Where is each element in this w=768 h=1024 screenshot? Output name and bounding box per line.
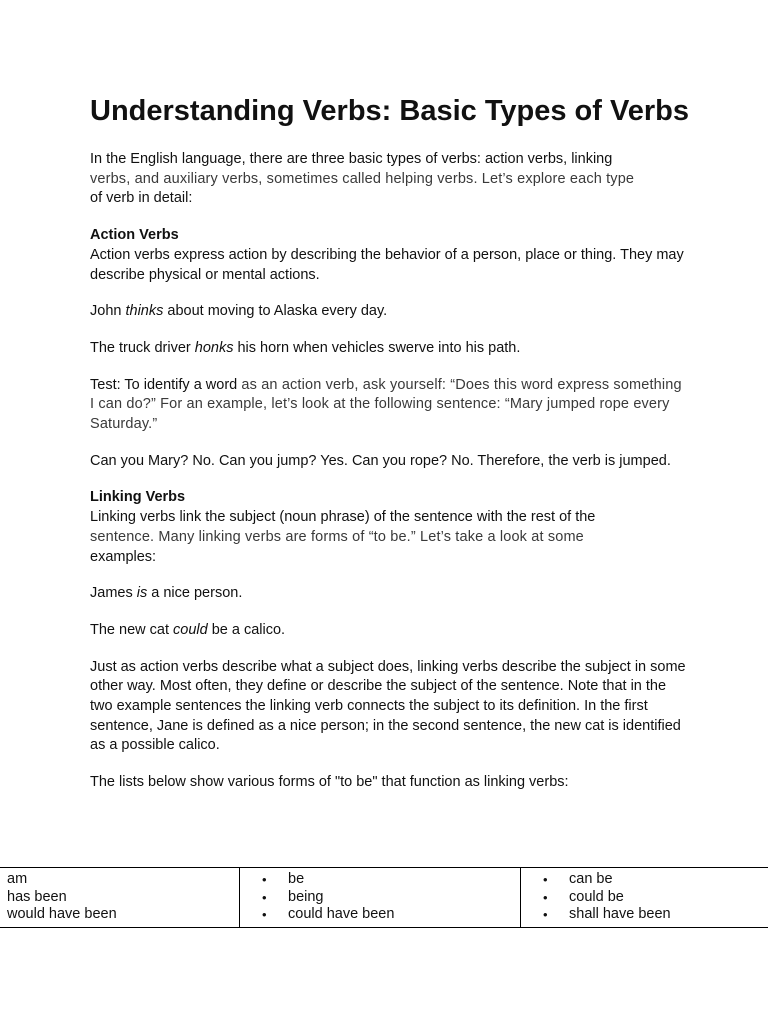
- test-text-rest: as an action verb, ask yourself: “Does this word express something I can do?” For an example, let’s look at the following sentence: “Mary jumped rope every Saturday.”: [90, 376, 682, 433]
- linking-explanation-paragraph: Just as action verbs describe what a subject does, linking verbs describe the subject in some other way. Most often, they define or describe the subject of the sentence. Note that in the two example sentences the linking verb connects the subject to its definition. In the first sentence, Jane is defined as a nice person; in the second sentence, the new cat is identified as a possible calico.: [90, 658, 686, 754]
- list-item: • can be: [543, 871, 768, 889]
- list-item: • could have been: [262, 906, 520, 924]
- action-answer-paragraph: Can you Mary? No. Can you jump? Yes. Can you rope? No. Therefore, the verb is jumped.: [90, 452, 671, 469]
- list-item: would have been: [7, 906, 117, 923]
- action-example-2: [90, 339, 690, 359]
- action-verbs-description: Action verbs express action by describing the behavior of a person, place or thing. They may describe physical or mental actions.: [90, 246, 684, 283]
- example-verb: thinks: [125, 303, 164, 320]
- linking-verbs-heading: Linking Verbs: [90, 489, 186, 506]
- test-text-start: Test: To identify a word: [90, 376, 238, 393]
- table-column-3: [521, 868, 768, 928]
- page-title: Understanding Verbs: Basic Types of Verbs: [90, 95, 689, 127]
- intro-line-1: In the English language, there are three basic types of verbs: action verbs, linking: [90, 151, 613, 167]
- list-item: am: [7, 871, 28, 887]
- list-item: • shall have been: [543, 906, 768, 924]
- intro-line-3: of verb in detail:: [90, 190, 193, 207]
- example-text-pre: The truck driver: [90, 339, 195, 356]
- table-column-2: [240, 868, 521, 928]
- linking-description-line-3: examples:: [90, 548, 157, 565]
- example-verb: could: [173, 621, 208, 638]
- linking-description-line-1: Linking verbs link the subject (noun phrase) of the sentence with the rest of the: [90, 509, 596, 526]
- lists-intro-paragraph: The lists below show various forms of "to be" that function as linking verbs:: [90, 774, 569, 791]
- action-verbs-heading: Action Verbs: [90, 227, 179, 244]
- table-row: [0, 868, 768, 928]
- document-body: [90, 93, 690, 810]
- list-item: has been: [7, 888, 67, 905]
- bullet-list: [240, 871, 520, 924]
- example-text-post: a nice person.: [147, 585, 243, 602]
- linking-verbs-section: [90, 488, 690, 567]
- action-verbs-section: [90, 226, 690, 285]
- intro-paragraph: [90, 150, 690, 209]
- example-text-post: be a calico.: [207, 621, 286, 638]
- list-item: • could be: [543, 889, 768, 907]
- linking-description-line-2: sentence. Many linking verbs are forms of “to be.” Let’s take a look at some: [90, 528, 584, 545]
- example-text-pre: John: [90, 303, 126, 320]
- linking-example-2: [90, 621, 690, 641]
- list-item: • being: [262, 889, 520, 907]
- example-text-post: his horn when vehicles swerve into his path.: [233, 339, 521, 356]
- intro-line-2: verbs, and auxiliary verbs, sometimes called helping verbs. Let’s explore each type: [90, 170, 635, 187]
- example-text-pre: James: [90, 585, 137, 602]
- action-test-paragraph: [90, 376, 690, 435]
- table-column-1: [0, 868, 240, 928]
- linking-example-1: [90, 584, 690, 604]
- to-be-forms-table: [0, 867, 768, 928]
- action-example-1: [90, 302, 690, 322]
- list-item: • be: [262, 871, 520, 889]
- example-text-post: about moving to Alaska every day.: [163, 303, 388, 320]
- example-verb: honks: [194, 339, 234, 356]
- example-text-pre: The new cat: [90, 621, 174, 638]
- bullet-list: [521, 871, 768, 924]
- example-verb: is: [136, 585, 148, 602]
